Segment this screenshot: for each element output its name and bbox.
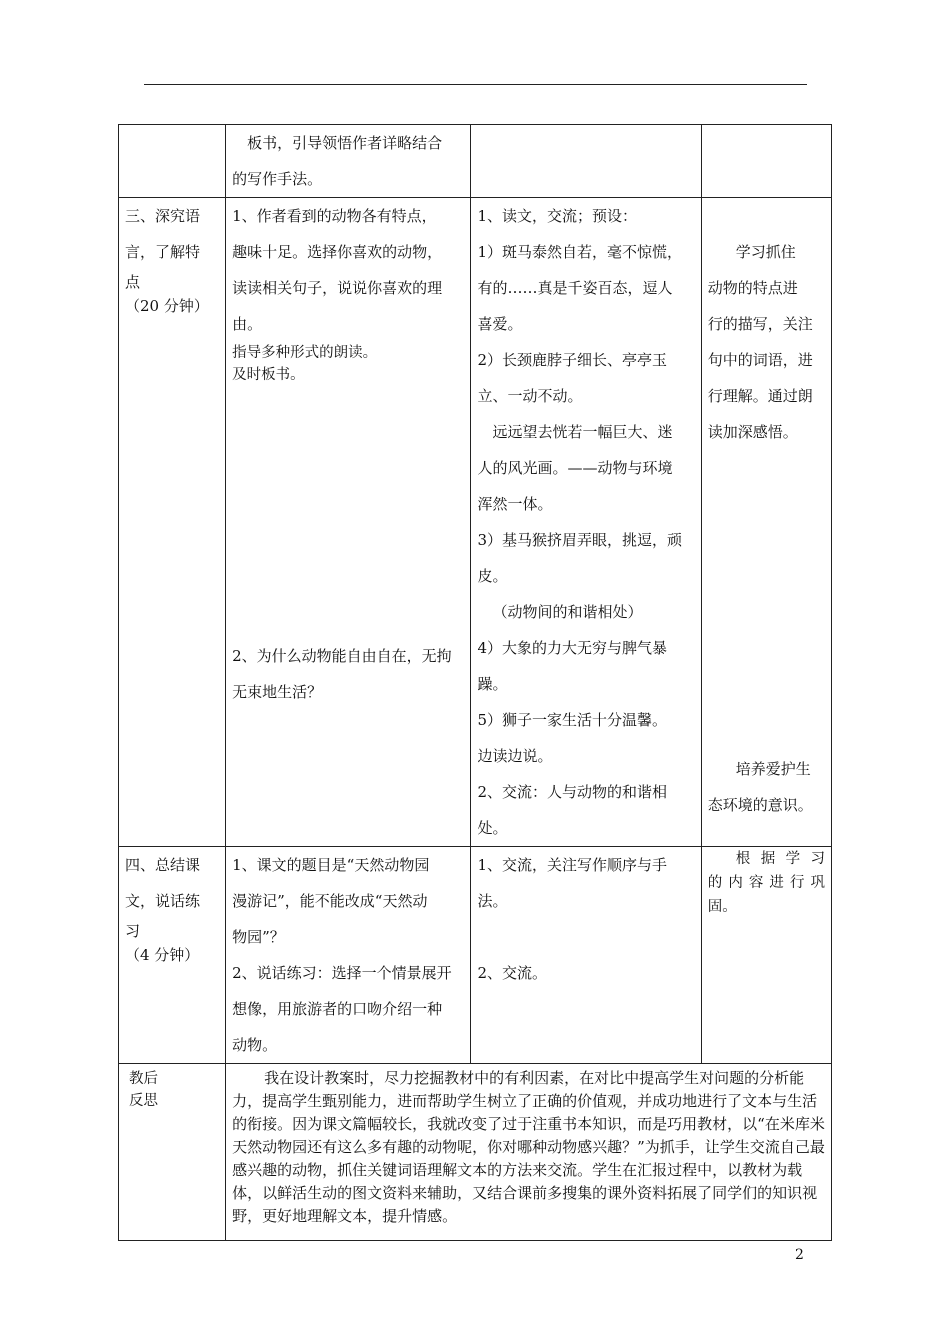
text-line: （动物间的和谐相处） <box>492 603 643 621</box>
text-line: 教后 <box>129 1071 158 1087</box>
text-line: 5）狮子一家生活十分温馨。 <box>477 711 668 729</box>
text-line: 漫游记”，能不能改成“天然动 <box>232 892 428 910</box>
text-line: 法。 <box>477 892 508 910</box>
text-line: 1、交流，关注写作顺序与手 <box>477 856 668 874</box>
text-line: 句中的词语，进 <box>707 351 813 369</box>
design-intent-cell <box>701 847 831 1064</box>
stage-title-line: 习 <box>125 922 141 940</box>
text-line: 立、一动不动。 <box>477 387 583 405</box>
stage-title-line: 四、总结课 <box>125 856 201 874</box>
stage-title-line: 言，了解特 <box>125 243 201 261</box>
text-line: 行的描写，关注 <box>707 315 813 333</box>
page-number: 2 <box>795 1247 804 1263</box>
text-line: 远远望去恍若一幅巨大、迷 <box>492 423 673 441</box>
text-line: 想像，用旅游者的口吻介绍一种 <box>232 1000 443 1018</box>
header-rule <box>144 84 807 85</box>
teacher-activity-cell <box>226 847 471 1064</box>
text-line: 2、说话练习：选择一个情景展开 <box>232 964 452 982</box>
stage-duration: （4 分钟） <box>125 946 200 964</box>
text-line: 2、交流：人与动物的和谐相 <box>477 783 668 801</box>
text-line: 皮。 <box>477 567 508 585</box>
text-line: 4）大象的力大无穷与脾气暴 <box>477 639 668 657</box>
stage-title-line: 点 <box>125 273 141 291</box>
stage-duration: （20 分钟） <box>125 297 209 315</box>
text-line: 人的风光画。——动物与环境 <box>477 459 673 477</box>
student-activity-cell <box>471 125 701 198</box>
student-activity-cell <box>471 847 701 1064</box>
text-line: 由。 <box>232 315 263 333</box>
text-line: 固。 <box>707 899 737 915</box>
text-line: 动物。 <box>232 1036 278 1054</box>
teacher-activity-cell <box>226 198 471 847</box>
text-line: 1）斑马泰然自若，毫不惊慌， <box>477 243 683 261</box>
stage-cell <box>119 125 226 198</box>
text-line: 动物的特点进 <box>707 279 798 297</box>
text-line: 趣味十足。选择你喜欢的动物， <box>232 243 443 261</box>
stage-cell <box>119 847 226 1064</box>
text-line: 指导多种形式的朗读。 <box>232 345 378 361</box>
text-line: 根据学习 <box>735 851 825 867</box>
text-line: 1、课文的题目是“天然动物园 <box>232 856 430 874</box>
text-line: 的内容进行巩 <box>707 875 825 891</box>
student-activity-cell <box>471 198 701 847</box>
reflection-text-cell <box>226 1064 832 1241</box>
text-line: 读加深感悟。 <box>707 423 798 441</box>
text-line: 浑然一体。 <box>477 495 553 513</box>
text-line: 物园”？ <box>232 928 285 946</box>
teacher-activity-cell <box>226 125 471 198</box>
text-line: 板书，引导领悟作者详略结合 <box>247 134 443 152</box>
text-line: 行理解。通过朗 <box>707 387 813 405</box>
text-line: 1、作者看到的动物各有特点， <box>232 207 437 225</box>
lesson-plan-table <box>118 124 832 1241</box>
stage-title-line: 三、深究语 <box>125 207 201 225</box>
design-intent-cell <box>701 198 831 847</box>
stage-cell <box>119 198 226 847</box>
text-line: 喜爱。 <box>477 315 523 333</box>
table-row <box>119 1064 832 1241</box>
table-row <box>119 125 832 198</box>
text-line: 反思 <box>129 1093 158 1109</box>
text-line: 态环境的意识。 <box>707 796 813 814</box>
text-line: 躁。 <box>477 675 508 693</box>
text-line: 3）基马猴挤眉弄眼，挑逗，顽 <box>477 531 683 549</box>
text-line: 2）长颈鹿脖子细长、亭亭玉 <box>477 351 668 369</box>
stage-title-line: 文，说话练 <box>125 892 201 910</box>
table-row <box>119 198 832 847</box>
text-line: 读读相关句子，说说你喜欢的理 <box>232 279 443 297</box>
text-line: 及时板书。 <box>232 367 305 383</box>
reflection-label-cell <box>119 1064 226 1241</box>
text-line: 学习抓住 <box>735 243 796 261</box>
text-line: 培养爱护生 <box>735 760 811 778</box>
table-row <box>119 847 832 1064</box>
design-intent-cell <box>701 125 831 198</box>
text-line: 处。 <box>477 819 508 837</box>
text-line: 有的……真是千姿百态，逗人 <box>477 279 673 297</box>
text-line: 的写作手法。 <box>232 170 323 188</box>
reflection-text: 我在设计教案时，尽力挖掘教材中的有利因素，在对比中提高学生对问题的分析能力，提高学生甄别能力，进而帮助学生树立了正确的价值观，并成功地进行了文本与生活的衔接。因为课文篇幅较长，我就改变了过于注重书本知识，而是巧用教材，以“在米库米天然动物园还有这么多有趣的动物呢，你对哪种动物感兴趣？”为抓手，让学生交流自己最感兴趣的动物，抓住关键词语理解文本的方法来交流。学生在汇报过程中，以教材为载体，以鲜活生动的图文资料来辅助，又结合课前多搜集的课外资料拓展了同学们的知识视野，更好地理解文本，提升情感。 <box>232 1069 825 1225</box>
text-line: 无束地生活？ <box>232 683 323 701</box>
text-line: 边读边说。 <box>477 747 553 765</box>
text-line: 1、读文，交流；预设： <box>477 207 638 225</box>
text-line: 2、交流。 <box>477 964 548 982</box>
text-line: 2、为什么动物能自由自在，无拘 <box>232 647 452 665</box>
